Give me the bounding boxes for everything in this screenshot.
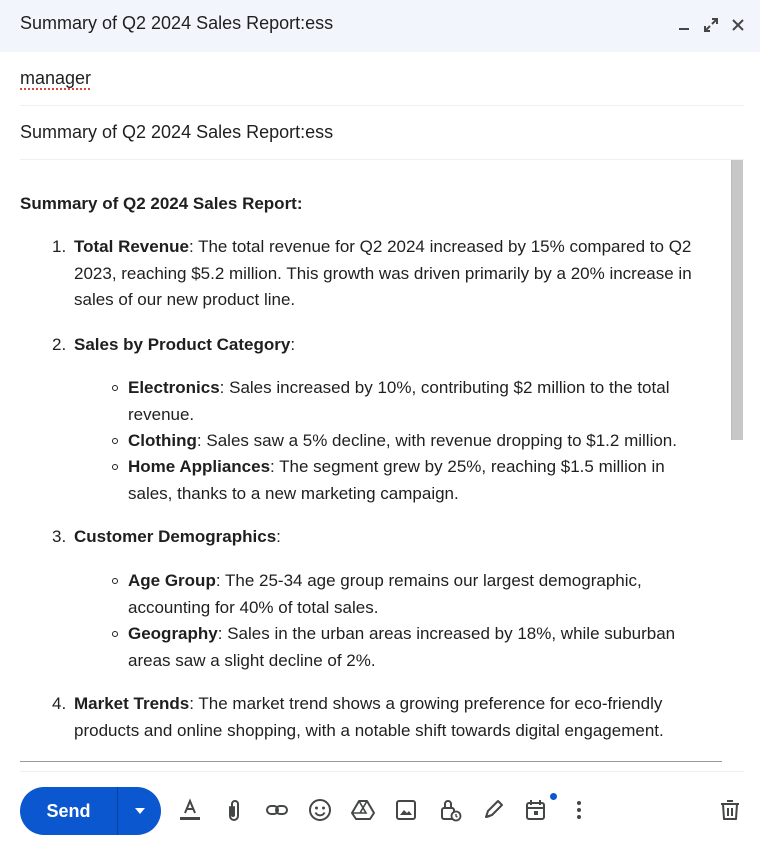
- signature-icon[interactable]: [480, 797, 506, 823]
- toolbar-divider: [20, 771, 744, 772]
- bullet-icon: [112, 385, 118, 391]
- drive-icon[interactable]: [350, 797, 376, 823]
- send-button-group: [20, 787, 161, 835]
- chevron-down-icon: [134, 807, 146, 815]
- item-text: : The total revenue for Q2 2024 increased by 15% compared to Q2: [188, 237, 692, 256]
- list-item: Age Group: The 25-34 age group remains our largest demographic, accounting for 40% of total sales.: [128, 568, 723, 621]
- list-item: 4. Market Trends: The market trend shows a growing preference for eco-friendly products and online shopping, with a notable shift towards digital engagement.: [52, 694, 664, 740]
- discard-icon[interactable]: [717, 797, 743, 823]
- link-icon[interactable]: [264, 797, 290, 823]
- list-item: Home Appliances: The segment grew by 25%, reaching $1.5 million in sales, thanks to a new marketing campaign.: [128, 454, 723, 507]
- formatting-icon[interactable]: [177, 797, 203, 823]
- confidential-icon[interactable]: [437, 797, 463, 823]
- compose-header: [0, 0, 760, 52]
- compose-toolbar: [0, 786, 760, 836]
- list-item: 1. Total Revenue: The total revenue for Q2 2024 increased by 15% compared to Q2 2023, reaching $5.2 million. This growth was driven primarily by a 20% increase in sales of our new product line.: [52, 237, 692, 309]
- send-options-button[interactable]: [118, 787, 161, 835]
- bullet-icon: [112, 631, 118, 637]
- bullet-icon: [112, 578, 118, 584]
- minimize-icon[interactable]: [673, 14, 695, 36]
- list-item: Clothing: Sales saw a 5% decline, with revenue dropping to $1.2 million.: [128, 428, 723, 455]
- photo-icon[interactable]: [393, 797, 419, 823]
- bullet-icon: [112, 464, 118, 470]
- list-item: Geography: Sales in the urban areas increased by 18%, while suburban areas saw a slight decline of 2%.: [128, 621, 723, 674]
- attach-icon[interactable]: [221, 797, 247, 823]
- close-icon[interactable]: [727, 14, 749, 36]
- emoji-icon[interactable]: [307, 797, 333, 823]
- expand-icon[interactable]: [700, 14, 722, 36]
- recipient-chip[interactable]: manager: [20, 68, 92, 88]
- subject-field[interactable]: [20, 106, 744, 160]
- message-body[interactable]: [20, 160, 725, 760]
- schedule-icon[interactable]: [523, 797, 549, 823]
- subject-input[interactable]: Summary of Q2 2024 Sales Report:ess: [20, 122, 334, 142]
- list-item: 3. Customer Demographics:: [52, 527, 281, 546]
- notification-dot: [550, 793, 557, 800]
- more-options-icon[interactable]: [566, 797, 592, 823]
- window-title: Summary of Q2 2024 Sales Report:ess: [20, 13, 334, 33]
- body-divider: [20, 761, 722, 762]
- body-scrollbar[interactable]: [731, 160, 743, 440]
- list-item: 2. Sales by Product Category:: [52, 335, 296, 354]
- body-heading: Summary of Q2 2024 Sales Report:: [20, 194, 303, 213]
- send-button[interactable]: Send: [46, 800, 91, 821]
- list-item: Electronics: Sales increased by 10%, contributing $2 million to the total revenue.: [128, 375, 723, 428]
- recipients-field[interactable]: [20, 52, 744, 106]
- bullet-icon: [112, 438, 118, 444]
